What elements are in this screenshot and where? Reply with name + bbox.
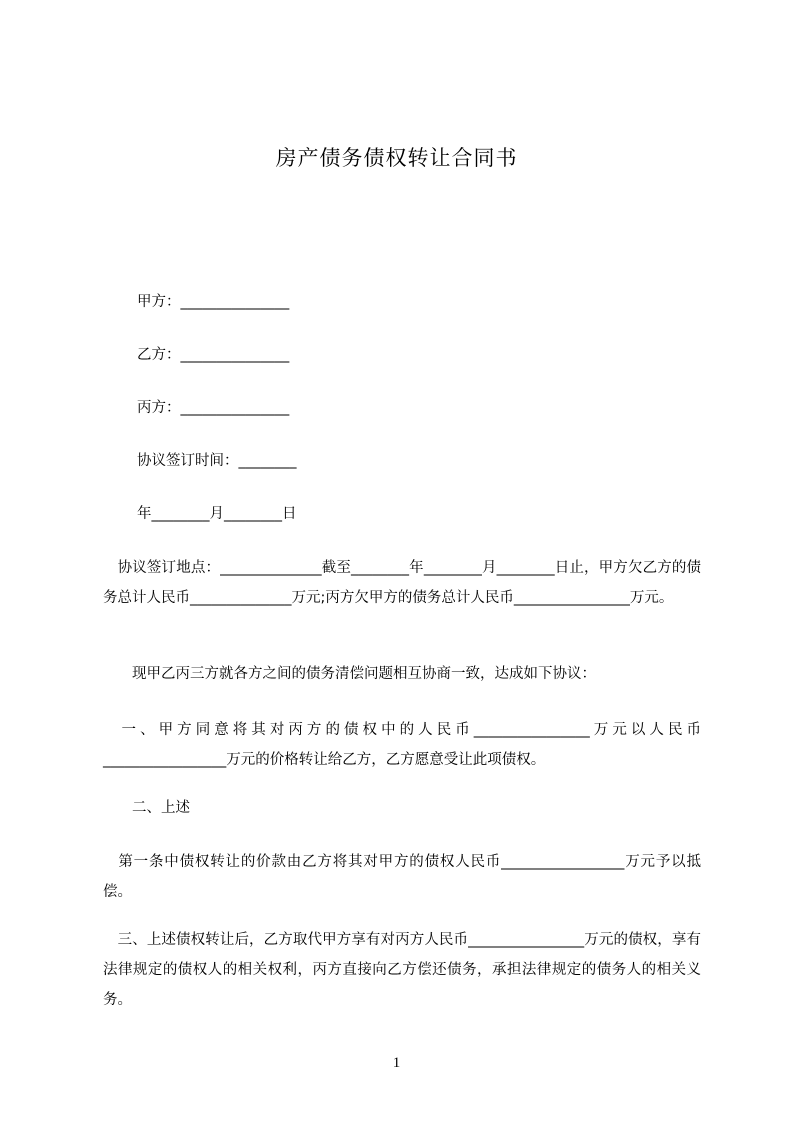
party-b-line: 乙方：_______________ — [137, 347, 290, 363]
paragraph-clause-2-heading: 二、上述 — [103, 800, 190, 816]
sign-date-line: 年________月________日 — [137, 506, 297, 522]
paragraph-clause-3: 三、上述债权转让后，乙方取代甲方享有对丙方人民币________________万元的债权，享有法律规定的债权人的相关权利，丙方直接向乙方偿还债务，承担法律规定的债务人的相关义务。 — [103, 932, 701, 1008]
page-number: 1 — [392, 1055, 401, 1071]
party-a-line: 甲方：_______________ — [137, 294, 290, 310]
document-title: 房产债务债权转让合同书 — [275, 146, 518, 170]
paragraph-clause-2-body: 第一条中债权转让的价款由乙方将其对甲方的债权人民币_________________万元予以抵偿。 — [103, 854, 701, 900]
paragraph-intro: 现甲乙丙三方就各方之间的债务清偿问题相互协商一致，达成如下协议： — [103, 666, 596, 682]
paragraph-clause-1: 一、甲方同意将其对丙方的债权中的人民币________________万元以人民币_________________万元的价格转让给乙方，乙方愿意受让此项债权。 — [103, 722, 701, 768]
sign-time-line: 协议签订时间：________ — [137, 453, 297, 469]
party-c-line: 丙方：_______________ — [137, 400, 290, 416]
paragraph-sign-location: 协议签订地点：______________截至________年________月________日止，甲方欠乙方的债务总计人民币______________万元;丙方欠甲方的债务总计人民币________________万元。 — [103, 560, 701, 606]
